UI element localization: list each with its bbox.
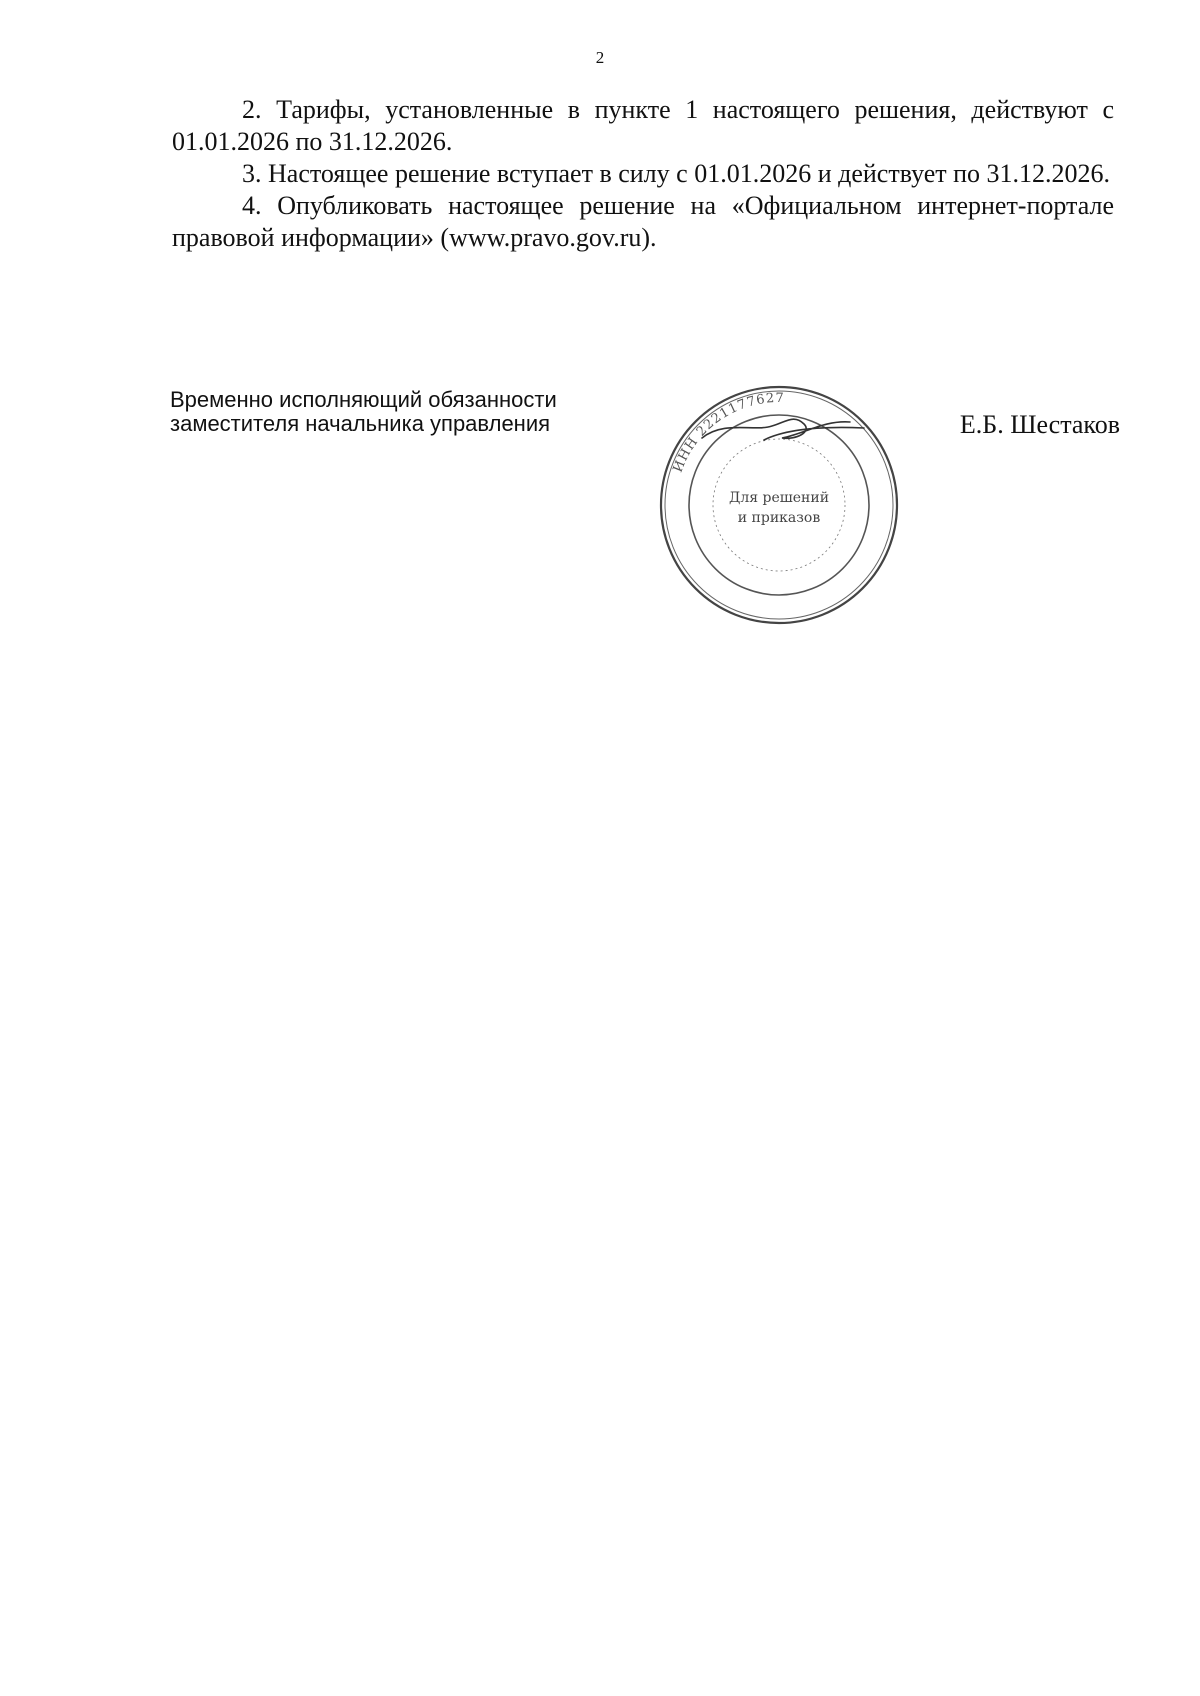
document-body <box>172 94 1114 254</box>
paragraph-4: 4. Опубликовать настоящее решение на «Официальном интернет-портале правовой информации» (www.pravo.gov.ru). <box>172 191 1114 252</box>
signer-position-line-1: Временно исполняющий обязанности <box>170 387 557 412</box>
stamp-center-line-2: и приказов <box>737 510 821 526</box>
official-seal-stamp <box>654 380 904 630</box>
handwritten-signature <box>702 419 864 440</box>
stamp-center-line-1: Для решений <box>728 490 830 506</box>
page-number: 2 <box>595 48 605 67</box>
stamp-inn-ring: ИНН 2221177627 <box>670 390 785 475</box>
signer-position <box>170 388 557 436</box>
signature-block <box>170 388 1120 628</box>
paragraph-2: 2. Тарифы, установленные в пункте 1 настоящего решения, действуют с 01.01.2026 по 31.12.2026. <box>172 95 1114 156</box>
paragraph-3: 3. Настоящее решение вступает в силу с 01.01.2026 и действует по 31.12.2026. <box>242 159 1111 188</box>
signer-position-line-2: заместителя начальника управления <box>170 411 551 436</box>
signer-name: Е.Б. Шестаков <box>959 410 1120 439</box>
